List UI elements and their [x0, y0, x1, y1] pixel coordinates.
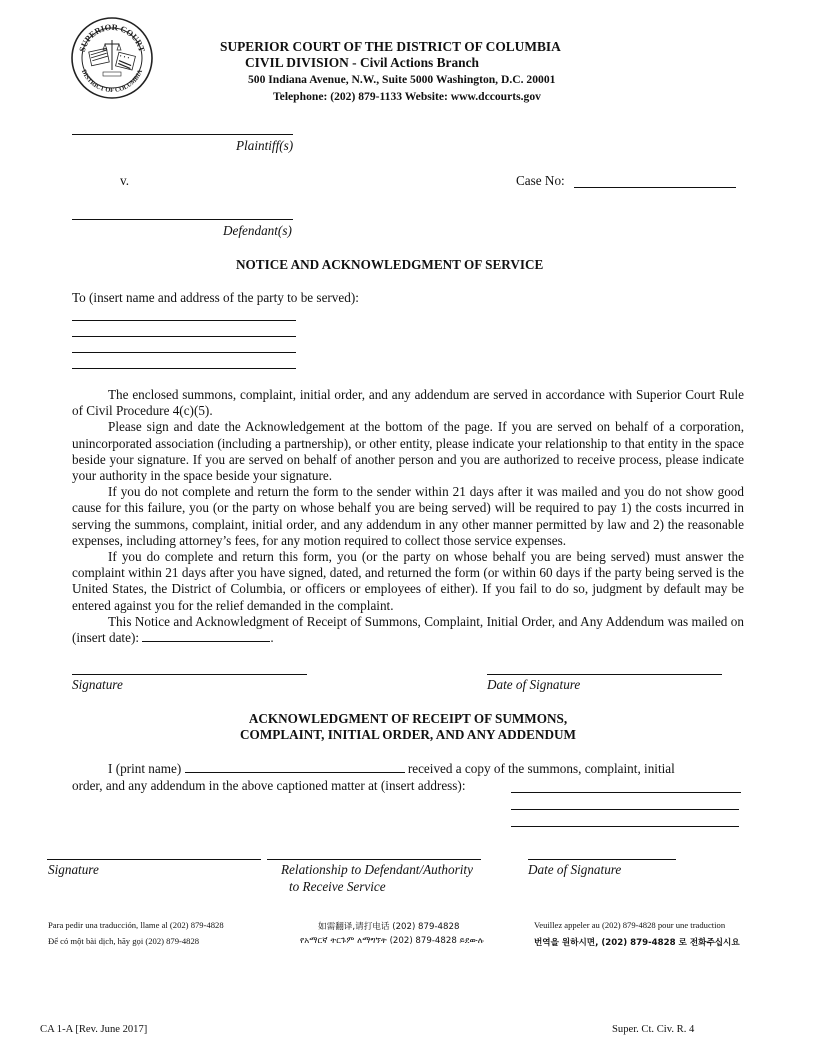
defendant-line[interactable]: [72, 219, 293, 220]
court-seal-logo: [70, 16, 154, 100]
ack-date-label: Date of Signature: [528, 862, 622, 877]
print-name-row: [108, 761, 675, 777]
ack-address-line-1[interactable]: [511, 792, 741, 793]
defendant-label: Defendant(s): [223, 223, 292, 238]
ack-signature-line[interactable]: [47, 859, 261, 860]
mailed-on-date-field[interactable]: [142, 630, 270, 642]
to-address-line-3[interactable]: [72, 352, 296, 353]
case-no-field[interactable]: [574, 187, 736, 188]
translation-vietnamese: Để có một bài dịch, hãy gọi (202) 879-4828: [48, 936, 200, 946]
translation-french: Veuillez appeler au (202) 879-4828 pour une traduction: [534, 920, 726, 930]
court-telephone: Telephone: (202) 879-1133 Website: www.dccourts.gov: [273, 90, 541, 103]
division-name: CIVIL DIVISION - Civil Actions Branch: [245, 55, 480, 70]
notice-body: [72, 387, 744, 646]
ack-signature-label: Signature: [48, 862, 99, 877]
court-name: SUPERIOR COURT OF THE DISTRICT OF COLUMBIA: [220, 39, 561, 54]
print-name-field[interactable]: [185, 761, 405, 773]
notice-date-line[interactable]: [487, 674, 722, 675]
to-address-line-1[interactable]: [72, 320, 296, 321]
print-name-prefix: I (print name): [108, 761, 182, 776]
ack-address-line-3[interactable]: [511, 826, 739, 827]
translation-amharic: የአማርኛ ትርጉም ለማግኘት (202) 879-4828 ይደውሉ: [300, 936, 484, 946]
to-address-line-2[interactable]: [72, 336, 296, 337]
to-label: To (insert name and address of the party to be served):: [72, 290, 359, 305]
form-id: CA 1-A [Rev. June 2017]: [40, 1024, 148, 1035]
case-no-label: Case No:: [516, 173, 565, 188]
ack-title-line1: ACKNOWLEDGMENT OF RECEIPT OF SUMMONS,: [248, 711, 568, 726]
to-address-line-4[interactable]: [72, 368, 296, 369]
relationship-label-line2: to Receive Service: [289, 879, 386, 894]
notice-paragraph: Please sign and date the Acknowledgement at the bottom of the page. If you are served on behalf of a corporation, unincorporated association (including a partnership), or other entity, please indicate your relationship to that entity in the space beside your signature. If you are served on behalf of another person and you are authorized to receive process, please indicate your authority in the space beside your signature.: [72, 419, 744, 484]
translation-chinese: 如需翻译,请打电话 (202) 879-4828: [318, 922, 460, 932]
notice-paragraph: If you do complete and return this form, you (or the party on whose behalf you are being served) must answer the complaint within 21 days after you have signed, dated, and returned the form (or within 60 days if the party being served is the United States, the District of Columbia, or officers or employees of either). If you fail to do so, judgment by default may be entered against you for the relief demanded in the complaint.: [72, 549, 744, 613]
court-address: 500 Indiana Avenue, N.W., Suite 5000 Washington, D.C. 20001: [248, 73, 556, 86]
relationship-label-line1: Relationship to Defendant/Authority: [281, 862, 473, 877]
notice-paragraph: If you do not complete and return the form to the sender within 21 days after it was mailed and you do not show good cause for this failure, you (or the party on whose behalf you are being served) will be required to pay 1) the costs incurred in serving the summons, complaint, initial order, and any addendum in any other manner permitted by law and 2) the reasonable expenses, including attorney’s fees, for any motion required to collect those service expenses.: [72, 484, 744, 548]
notice-date-label: Date of Signature: [487, 677, 581, 692]
notice-paragraph: The enclosed summons, complaint, initial order, and any addendum are served in accordance with Superior Court Rule of Civil Procedure 4(c)(5).: [72, 387, 744, 419]
print-name-suffix: received a copy of the summons, complaint, initial: [407, 761, 675, 776]
translation-korean: 번역을 원하시면, (202) 879-4828 로 전화주십시요: [534, 938, 740, 948]
ack-title-line2: COMPLAINT, INITIAL ORDER, AND ANY ADDENDUM: [240, 727, 576, 742]
mailed-on-text: This Notice and Acknowledgment of Receipt of Summons, Complaint, Initial Order, and Any Addendum was mailed on (insert date):: [72, 613, 744, 646]
relationship-line[interactable]: [267, 859, 481, 860]
notice-title: NOTICE AND ACKNOWLEDGMENT OF SERVICE: [236, 257, 544, 272]
address-prompt: order, and any addendum in the above captioned matter at (insert address):: [72, 778, 466, 793]
notice-signature-line[interactable]: [72, 674, 307, 675]
plaintiff-label: Plaintiff(s): [236, 138, 294, 153]
ack-address-line-2[interactable]: [511, 809, 739, 810]
svg-text:DISTRICT OF COLUMBIA: DISTRICT OF COLUMBIA: [79, 68, 145, 95]
rule-reference: Super. Ct. Civ. R. 4: [612, 1024, 695, 1035]
svg-text:SUPERIOR COURT: SUPERIOR COURT: [76, 21, 148, 53]
mailed-on-paragraph: This Notice and Acknowledgment of Receipt of Summons, Complaint, Initial Order, and Any Addendum was mailed on (insert date): .: [72, 613, 744, 646]
notice-signature-label: Signature: [72, 677, 123, 692]
ack-date-line[interactable]: [528, 859, 676, 860]
versus-label: v.: [120, 173, 130, 188]
translation-spanish: Para pedir una traducción, llame al (202) 879-4828: [48, 920, 224, 930]
plaintiff-line[interactable]: [72, 134, 293, 135]
